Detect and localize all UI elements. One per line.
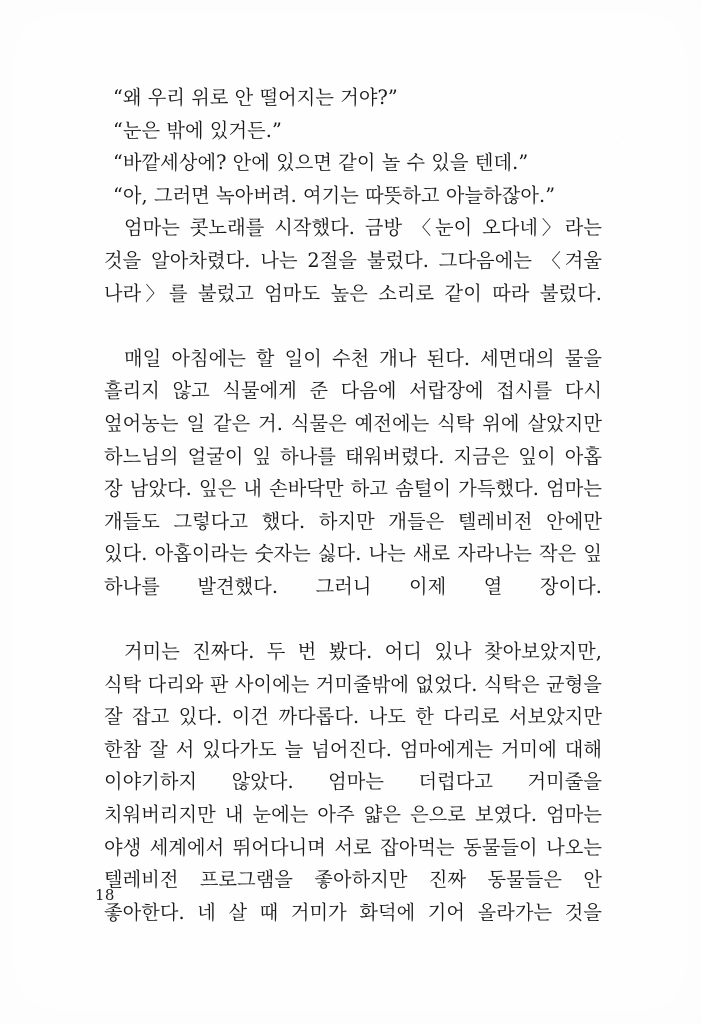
body-paragraph: 거미는 진짜다. 두 번 봤다. 어디 있나 찾아보았지만, 식탁 다리와 판 사이에는 거미줄밖에 없었다. 식탁은 균형을 잘 잡고 있다. 이건 까다롭다. 나도 한 다리로 서보았지만 한참 잘 서 있다가도 늘 넘어진다. 엄마에게는 거미에 대해 이야기하지 않았다. 엄마는 더럽다고 거미줄을 치워버리지만 내 눈에는 아주 얇은 은으로 보였다. 엄마는 야생 세계에서 뛰어다니며 서로 잡아먹는 동물들이 나오는 텔레비전 프로그램을 좋아하지만 진짜 동물들은 안 좋아한다. 네 살 때 거미가 화덕에 기어 올라가는 것을 (104, 640, 602, 924)
page-number: 18 (95, 886, 115, 904)
page-text-block (104, 82, 602, 962)
dialogue-line: “아, 그러면 녹아버려. 여기는 따뜻하고 아늘하잖아.” (113, 183, 556, 207)
dialogue-line: “바깥세상에? 안에 있으면 같이 놀 수 있을 텐데.” (113, 151, 529, 175)
body-paragraph: 엄마는 콧노래를 시작했다. 금방 〈눈이 오다네〉라는 것을 알아차렸다. 나는 2절을 불렀다. 그다음에는 〈겨울 나라〉를 불렀고 엄마도 높은 소리로 같이 따라 불렀다. (104, 216, 602, 305)
dialogue-line: “왜 우리 위로 안 떨어지는 거야?” (113, 86, 398, 109)
body-paragraph: 매일 아침에는 할 일이 수천 개나 된다. 세면대의 물을 흘리지 않고 식물에게 준 다음에 서랍장에 접시를 다시 엎어농는 일 같은 거. 식물은 예전에는 식탁 위에 살았지만 하느님의 얼굴이 잎 하나를 태워버렸다. 지금은 잎이 아홉 장 남았다. 잎은 내 손바닥만 하고 솜털이 가득했다. 엄마는 개들도 그렇다고 했다. 하지만 개들은 텔레비전 안에만 있다. 아홉이라는 숫자는 싫다. 나는 새로 자라나는 작은 잎 하나를 발견했다. 그러니 이제 열 장이다. (104, 346, 602, 598)
dialogue-line: “눈은 밖에 있거든.” (113, 118, 282, 142)
